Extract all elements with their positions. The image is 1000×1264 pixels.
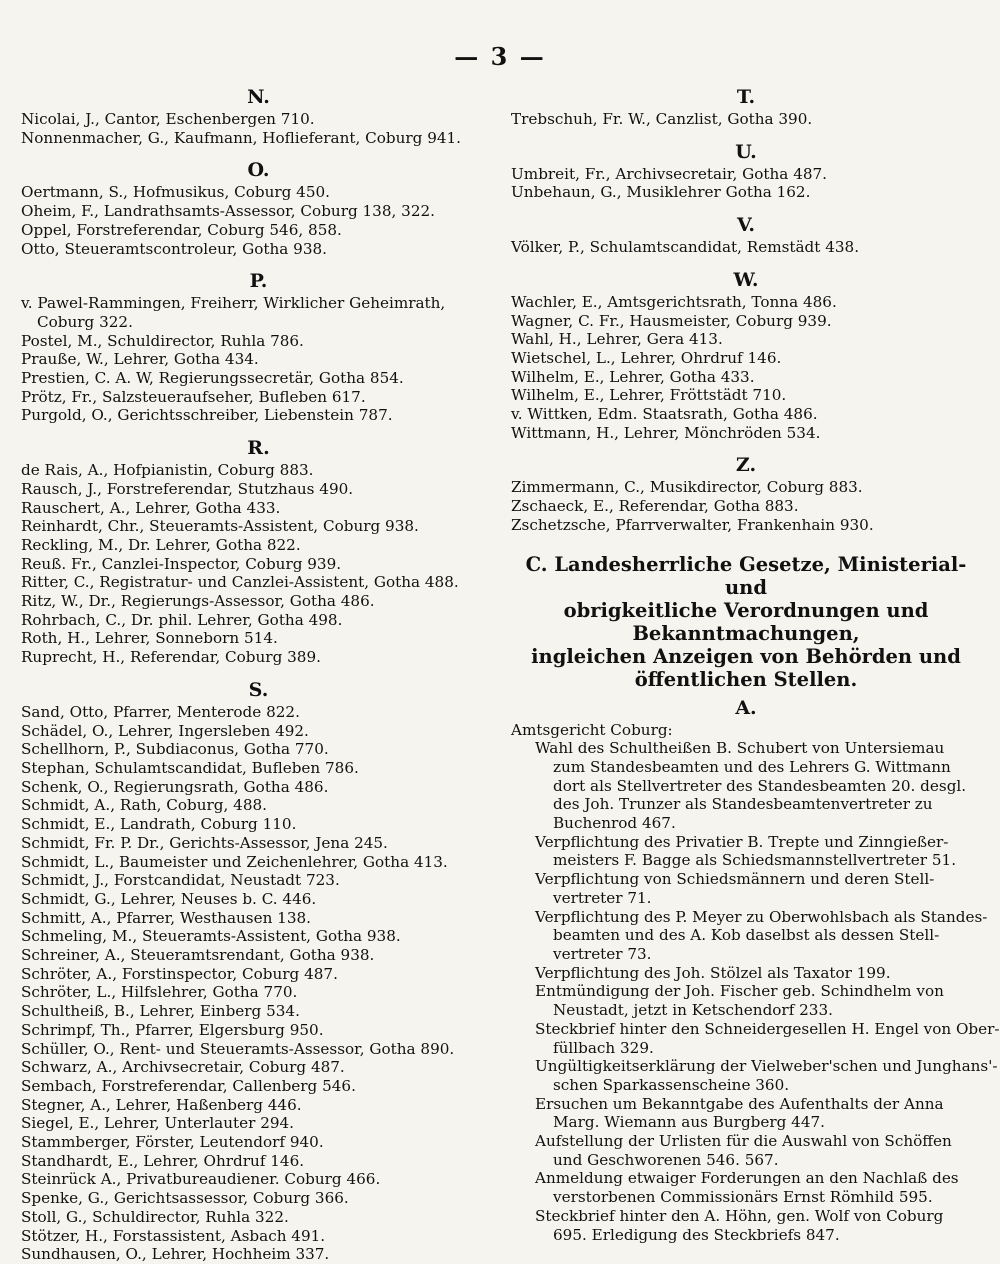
spacer: [21, 667, 496, 673]
directory-entry: Nonnenmacher, G., Kaufmann, Hoflieferant, Coburg 941.: [21, 128, 462, 147]
directory-entry: Roth, H., Lehrer, Sonneborn 514.: [21, 629, 278, 648]
spacer: [21, 425, 496, 431]
directory-entry: Wagner, C. Fr., Hausmeister, Coburg 939.: [511, 311, 832, 330]
announcement-entry: [511, 1132, 981, 1169]
announcement-line: füllbach 329.: [553, 1038, 654, 1057]
section-letter-w: W.: [733, 268, 759, 291]
directory-entry: Rohrbach, C., Dr. phil. Lehrer, Gotha 498.: [21, 610, 343, 629]
directory-entry: Schädel, O., Lehrer, Ingersleben 492.: [21, 721, 309, 740]
directory-entry: Stoll, G., Schuldirector, Ruhla 322.: [21, 1207, 289, 1226]
directory-entry: Trebschuh, Fr. W., Canzlist, Gotha 390.: [511, 110, 813, 128]
announcement-line: dort als Stellvertreter des Standesbeamten 20. desgl.: [553, 776, 967, 795]
announcement-entry: [511, 1207, 981, 1244]
directory-entry: Unbehaun, G., Musiklehrer Gotha 162.: [511, 183, 811, 202]
spacer: [21, 147, 496, 153]
directory-entry: Reuß. Fr., Canzlei-Inspector, Coburg 939.: [21, 554, 342, 573]
announcement-line: 695. Erledigung des Steckbriefs 847.: [553, 1225, 840, 1244]
announcement-line: verstorbenen Commissionärs Ernst Römhild 595.: [553, 1188, 933, 1207]
spacer: [511, 442, 981, 448]
directory-entry: Reckling, M., Dr. Lehrer, Gotha 822.: [21, 535, 301, 554]
announcement-line: zum Standesbeamten und des Lehrers G. Wittmann: [553, 757, 951, 776]
announcement-line: Anmeldung etwaiger Forderungen an den Nachlaß des: [535, 1169, 959, 1188]
directory-entry: Zimmermann, C., Musikdirector, Coburg 883.: [511, 478, 863, 497]
announcement-line: Steckbrief hinter den Schneidergesellen H. Engel von Ober-: [535, 1019, 1000, 1038]
directory-entry: Schenk, O., Regierungsrath, Gotha 486.: [21, 777, 329, 796]
announcement-line: vertreter 71.: [553, 888, 652, 907]
directory-entry: Sembach, Forstreferendar, Callenberg 546.: [21, 1076, 356, 1095]
directory-entry: Schmeling, M., Steueramts-Assistent, Gotha 938.: [21, 927, 401, 946]
directory-entry: v. Pawel-Rammingen, Freiherr, Wirklicher Geheimrath,: [21, 294, 446, 313]
section-letter-t: T.: [736, 86, 756, 108]
spacer: [511, 202, 981, 208]
announcement-line: Aufstellung der Urlisten für die Auswahl von Schöffen: [535, 1132, 952, 1151]
directory-entry: Schmidt, Fr. P. Dr., Gerichts-Assessor, Jena 245.: [21, 833, 388, 852]
directory-entry: Wachler, E., Amtsgerichtsrath, Tonna 486.: [511, 292, 837, 311]
section-letter-s: S.: [248, 678, 269, 701]
directory-entry: Zschetzsche, Pfarrverwalter, Frankenhain 930.: [511, 515, 874, 534]
directory-entry: Prestien, C. A. W, Regierungssecretär, Gotha 854.: [21, 369, 404, 388]
right-column: [511, 80, 1000, 1244]
section-c-intro: Amtsgericht Coburg:: [511, 720, 673, 739]
announcement-line: Ersuchen um Bekanntgabe des Aufenthalts der Anna: [535, 1094, 944, 1113]
announcement-line: meisters F. Bagge als Schiedsmannstellvertreter 51.: [553, 851, 957, 870]
directory-entry: Schwarz, A., Archivsecretair, Coburg 487.: [21, 1058, 345, 1077]
directory-entry: Oppel, Forstreferendar, Coburg 546, 858.: [21, 220, 342, 239]
announcement-line: des Joh. Trunzer als Standesbeamtenvertreter zu: [553, 795, 933, 814]
directory-entry: Ritz, W., Dr., Regierungs-Assessor, Gotha 486.: [21, 592, 375, 611]
directory-entry: Postel, M., Schuldirector, Ruhla 786.: [21, 331, 304, 350]
directory-entry: Spenke, G., Gerichtsassessor, Coburg 366.: [21, 1189, 349, 1208]
directory-entry: Prauße, W., Lehrer, Gotha 434.: [21, 350, 259, 369]
section-letter-z: Z.: [735, 454, 757, 477]
announcement-line: Wahl des Schultheißen B. Schubert von Untersiemau: [535, 739, 945, 758]
directory-entry: Schmitt, A., Pfarrer, Westhausen 138.: [21, 908, 311, 927]
directory-entry: Coburg 322.: [37, 312, 133, 331]
directory-entry: Umbreit, Fr., Archivsecretair, Gotha 487.: [511, 164, 828, 183]
announcement-entry: [511, 739, 981, 833]
directory-entry: Schmidt, A., Rath, Coburg, 488.: [21, 796, 267, 815]
directory-entry: Schultheiß, B., Lehrer, Einberg 534.: [21, 1002, 300, 1021]
section-c-heading-line: C. Landesherrliche Gesetze, Ministerial- und: [525, 552, 967, 599]
announcement-line: Verpflichtung des Privatier B. Trepte und Zinngießer-: [535, 832, 949, 851]
directory-entry: Stammberger, Förster, Leutendorf 940.: [21, 1133, 324, 1152]
section-c-heading: [511, 553, 981, 691]
directory-entry: Schröter, L., Hilfslehrer, Gotha 770.: [21, 983, 298, 1002]
announcement-line: beamten und des A. Kob daselbst als dessen Stell-: [553, 926, 940, 945]
directory-entry: Otto, Steueramtscontroleur, Gotha 938.: [21, 239, 328, 258]
announcement-line: Entmündigung der Joh. Fischer geb. Schindhelm von: [535, 982, 944, 1001]
spacer: [511, 129, 981, 135]
directory-entry: Ritter, C., Registratur- und Canzlei-Assistent, Gotha 488.: [21, 573, 459, 592]
section-c-heading-line: öffentlichen Stellen.: [634, 667, 858, 691]
directory-entry: Schmidt, J., Forstcandidat, Neustadt 723.: [21, 871, 340, 890]
announcement-line: schen Sparkassenscheine 360.: [553, 1075, 790, 1094]
announcement-entry: [511, 964, 981, 983]
directory-entry: Schmidt, E., Landrath, Coburg 110.: [21, 815, 297, 834]
directory-entry: Wahl, H., Lehrer, Gera 413.: [511, 330, 723, 349]
directory-entry: de Rais, A., Hofpianistin, Coburg 883.: [21, 461, 314, 480]
section-c-heading-line: ingleichen Anzeigen von Behörden und: [531, 644, 961, 668]
directory-entry: Stegner, A., Lehrer, Haßenberg 446.: [21, 1095, 302, 1114]
directory-entry: Zschaeck, E., Referendar, Gotha 883.: [511, 497, 799, 516]
announcement-line: und Geschworenen 546. 567.: [553, 1150, 779, 1169]
left-column: [21, 80, 496, 1264]
announcement-line: Verpflichtung des P. Meyer zu Oberwohlsbach als Standes-: [535, 907, 988, 926]
directory-entry: Ruprecht, H., Referendar, Coburg 389.: [21, 648, 321, 667]
announcement-line: Buchenrod 467.: [553, 814, 676, 833]
directory-entry: Prötz, Fr., Salzsteueraufseher, Bufleben 617.: [21, 387, 366, 406]
directory-entry: Nicolai, J., Cantor, Eschenbergen 710.: [21, 110, 315, 128]
directory-entry: Oertmann, S., Hofmusikus, Coburg 450.: [21, 183, 330, 202]
announcement-entry: [511, 1095, 981, 1132]
announcement-entry: [511, 1019, 1000, 1057]
section-letter-o: O.: [247, 159, 270, 182]
section-c-heading-line: obrigkeitliche Verordnungen und Bekanntmachungen,: [563, 598, 929, 645]
announcement-line: Verpflichtung des Joh. Stölzel als Taxator 199.: [535, 963, 891, 982]
directory-entry: Wittmann, H., Lehrer, Mönchröden 534.: [511, 423, 821, 442]
directory-entry: Wilhelm, E., Lehrer, Fröttstädt 710.: [511, 386, 787, 405]
spacer: [21, 258, 496, 264]
directory-entry: Wietschel, L., Lehrer, Ohrdruf 146.: [511, 348, 782, 367]
directory-entry: Oheim, F., Landrathsamts-Assessor, Coburg 138, 322.: [21, 202, 435, 221]
directory-entry: Schmidt, L., Baumeister und Zeichenlehrer, Gotha 413.: [21, 852, 448, 871]
spacer: [511, 257, 981, 263]
directory-entry: Völker, P., Schulamtscandidat, Remstädt 438.: [511, 238, 860, 257]
directory-entry: Wilhelm, E., Lehrer, Gotha 433.: [511, 367, 755, 386]
announcement-line: vertreter 73.: [553, 944, 652, 963]
directory-entry: Rauschert, A., Lehrer, Gotha 433.: [21, 498, 281, 517]
directory-entry: Stephan, Schulamtscandidat, Bufleben 786.: [21, 758, 359, 777]
directory-entry: Schröter, A., Forstinspector, Coburg 487.: [21, 964, 338, 983]
directory-entry: Schrimpf, Th., Pfarrer, Elgersburg 950.: [21, 1020, 324, 1039]
directory-entry: Reinhardt, Chr., Steueramts-Assistent, Coburg 938.: [21, 517, 419, 536]
announcement-line: Steckbrief hinter den A. Höhn, gen. Wolf von Coburg: [535, 1206, 944, 1225]
directory-entry: Stötzer, H., Forstassistent, Asbach 491.: [21, 1226, 326, 1245]
announcement-line: Verpflichtung von Schiedsmännern und deren Stell-: [535, 870, 935, 889]
page-number: — 3 —: [454, 42, 546, 71]
announcement-entry: [511, 1057, 998, 1094]
section-letter-r: R.: [247, 437, 270, 460]
section-letter-v: V.: [736, 214, 756, 237]
section-letter-p: P.: [249, 270, 268, 293]
directory-entry: Schüller, O., Rent- und Steueramts-Assessor, Gotha 890.: [21, 1039, 455, 1058]
directory-entry: Purgold, O., Gerichtsschreiber, Liebenstein 787.: [21, 406, 393, 425]
section-c-letter: A.: [735, 696, 757, 719]
announcement-entry: [511, 1169, 981, 1206]
directory-entry: Rausch, J., Forstreferendar, Stutzhaus 490.: [21, 479, 354, 498]
directory-entry: v. Wittken, Edm. Staatsrath, Gotha 486.: [511, 405, 818, 424]
section-letter-u: U.: [735, 140, 757, 163]
announcement-entry: [511, 870, 981, 907]
announcement-entry: [511, 907, 988, 964]
announcement-line: Ungültigkeitserklärung der Vielweber'schen und Junghans'-: [535, 1057, 998, 1076]
announcement-line: Marg. Wiemann aus Burgberg 447.: [553, 1113, 825, 1132]
announcement-line: Neustadt, jetzt in Ketschendorf 233.: [553, 1001, 833, 1020]
directory-entry: Sand, Otto, Pfarrer, Menterode 822.: [21, 702, 300, 721]
directory-entry: Steinrück A., Privatbureaudiener. Coburg 466.: [21, 1170, 381, 1189]
directory-entry: Sundhausen, O., Lehrer, Hochheim 337.: [21, 1245, 330, 1264]
directory-entry: Standhardt, E., Lehrer, Ohrdruf 146.: [21, 1151, 305, 1170]
announcement-entry: [511, 833, 981, 870]
directory-entry: Siegel, E., Lehrer, Unterlauter 294.: [21, 1114, 295, 1133]
announcement-entry: [511, 982, 981, 1019]
directory-entry: Schmidt, G., Lehrer, Neuses b. C. 446.: [21, 889, 317, 908]
directory-entry: Schreiner, A., Steueramtsrendant, Gotha 938.: [21, 946, 375, 965]
directory-entry: Schellhorn, P., Subdiaconus, Gotha 770.: [21, 740, 329, 759]
section-letter-n: N.: [247, 86, 270, 108]
